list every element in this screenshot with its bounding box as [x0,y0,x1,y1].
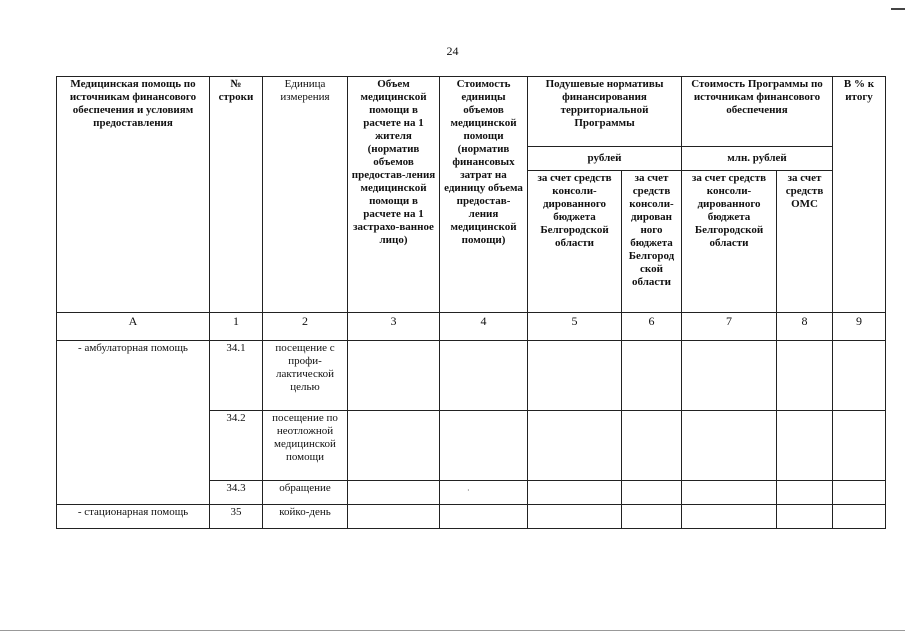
header-col-4: Стоимость единицы объемов медицинской помощи (норматив финансовых затрат на единицу объема предостав-ления медицинской помощи) [440,77,528,313]
empty-cell [682,341,777,411]
empty-cell [777,481,833,505]
numbering-cell: 7 [682,313,777,341]
scan-bottom-edge [0,630,905,631]
header-col-3: Объем медицинской помощи в расчете на 1 жителя (норматив объемов предостав-ления медицинской помощи в расчете на 1 застрахо-ванное лицо) [348,77,440,313]
empty-cell [777,341,833,411]
scan-edge-mark [891,8,905,10]
header-col-1: № строки [210,77,263,313]
empty-cell [682,505,777,529]
empty-cell [682,411,777,481]
header-col-2: Единица измерения [263,77,348,313]
empty-cell [622,481,682,505]
header-col-7: за счет средств консоли-дированного бюджета Белгородской области [682,171,777,313]
numbering-cell: 6 [622,313,682,341]
empty-cell [833,505,886,529]
page-number: 24 [446,44,459,58]
row-label: - стационарная помощь [57,505,210,529]
header-group-2: Стоимость Программы по источникам финансового обеспечения [682,77,833,147]
header-row-1 [57,77,886,147]
numbering-cell: А [57,313,210,341]
empty-cell [528,411,622,481]
empty-cell [777,505,833,529]
table-row [57,341,886,411]
numbering-cell: 9 [833,313,886,341]
empty-cell [833,411,886,481]
empty-cell [622,505,682,529]
header-group-1: Подушевые нормативы финансирования территориальной Программы [528,77,682,147]
empty-cell [777,411,833,481]
empty-cell [682,481,777,505]
empty-cell [833,481,886,505]
header-col-8: за счет средств ОМС [777,171,833,313]
row-unit: посещение с профи-лактической целью [263,341,348,411]
empty-cell [622,411,682,481]
row-line-number: 34.3 [210,481,263,505]
row-unit: посещение по неотложной медицинской помощи [263,411,348,481]
header-group-2-unit: млн. рублей [682,147,833,171]
empty-cell [440,341,528,411]
row-unit: койко-день [263,505,348,529]
numbering-cell: 1 [210,313,263,341]
header-col-a: Медицинская помощь по источникам финансового обеспечения и условиям предоставления [57,77,210,313]
empty-cell [528,341,622,411]
header-col-9: В % к итогу [833,77,886,313]
program-cost-table [56,76,886,529]
empty-cell [440,411,528,481]
row-line-number: 34.1 [210,341,263,411]
empty-cell [528,505,622,529]
row-line-number: 34.2 [210,411,263,481]
numbering-cell: 5 [528,313,622,341]
header-col-5: за счет средств консоли-дированного бюджета Белгородской области [528,171,622,313]
row-line-number: 35 [210,505,263,529]
empty-cell [528,481,622,505]
empty-cell [348,341,440,411]
table-row [57,505,886,529]
header-col-6: за счет средств консоли-дирован ного бюджета Белгород ской области [622,171,682,313]
empty-cell [440,481,528,505]
numbering-row [57,313,886,341]
numbering-cell: 8 [777,313,833,341]
numbering-cell: 2 [263,313,348,341]
row-label: - амбулаторная помощь [57,341,210,505]
stray-mark: · [467,486,470,495]
row-unit: обращение [263,481,348,505]
header-group-1-unit: рублей [528,147,682,171]
empty-cell [348,481,440,505]
empty-cell [440,505,528,529]
empty-cell [622,341,682,411]
numbering-cell: 4 [440,313,528,341]
empty-cell [348,505,440,529]
numbering-cell: 3 [348,313,440,341]
empty-cell [833,341,886,411]
empty-cell [348,411,440,481]
